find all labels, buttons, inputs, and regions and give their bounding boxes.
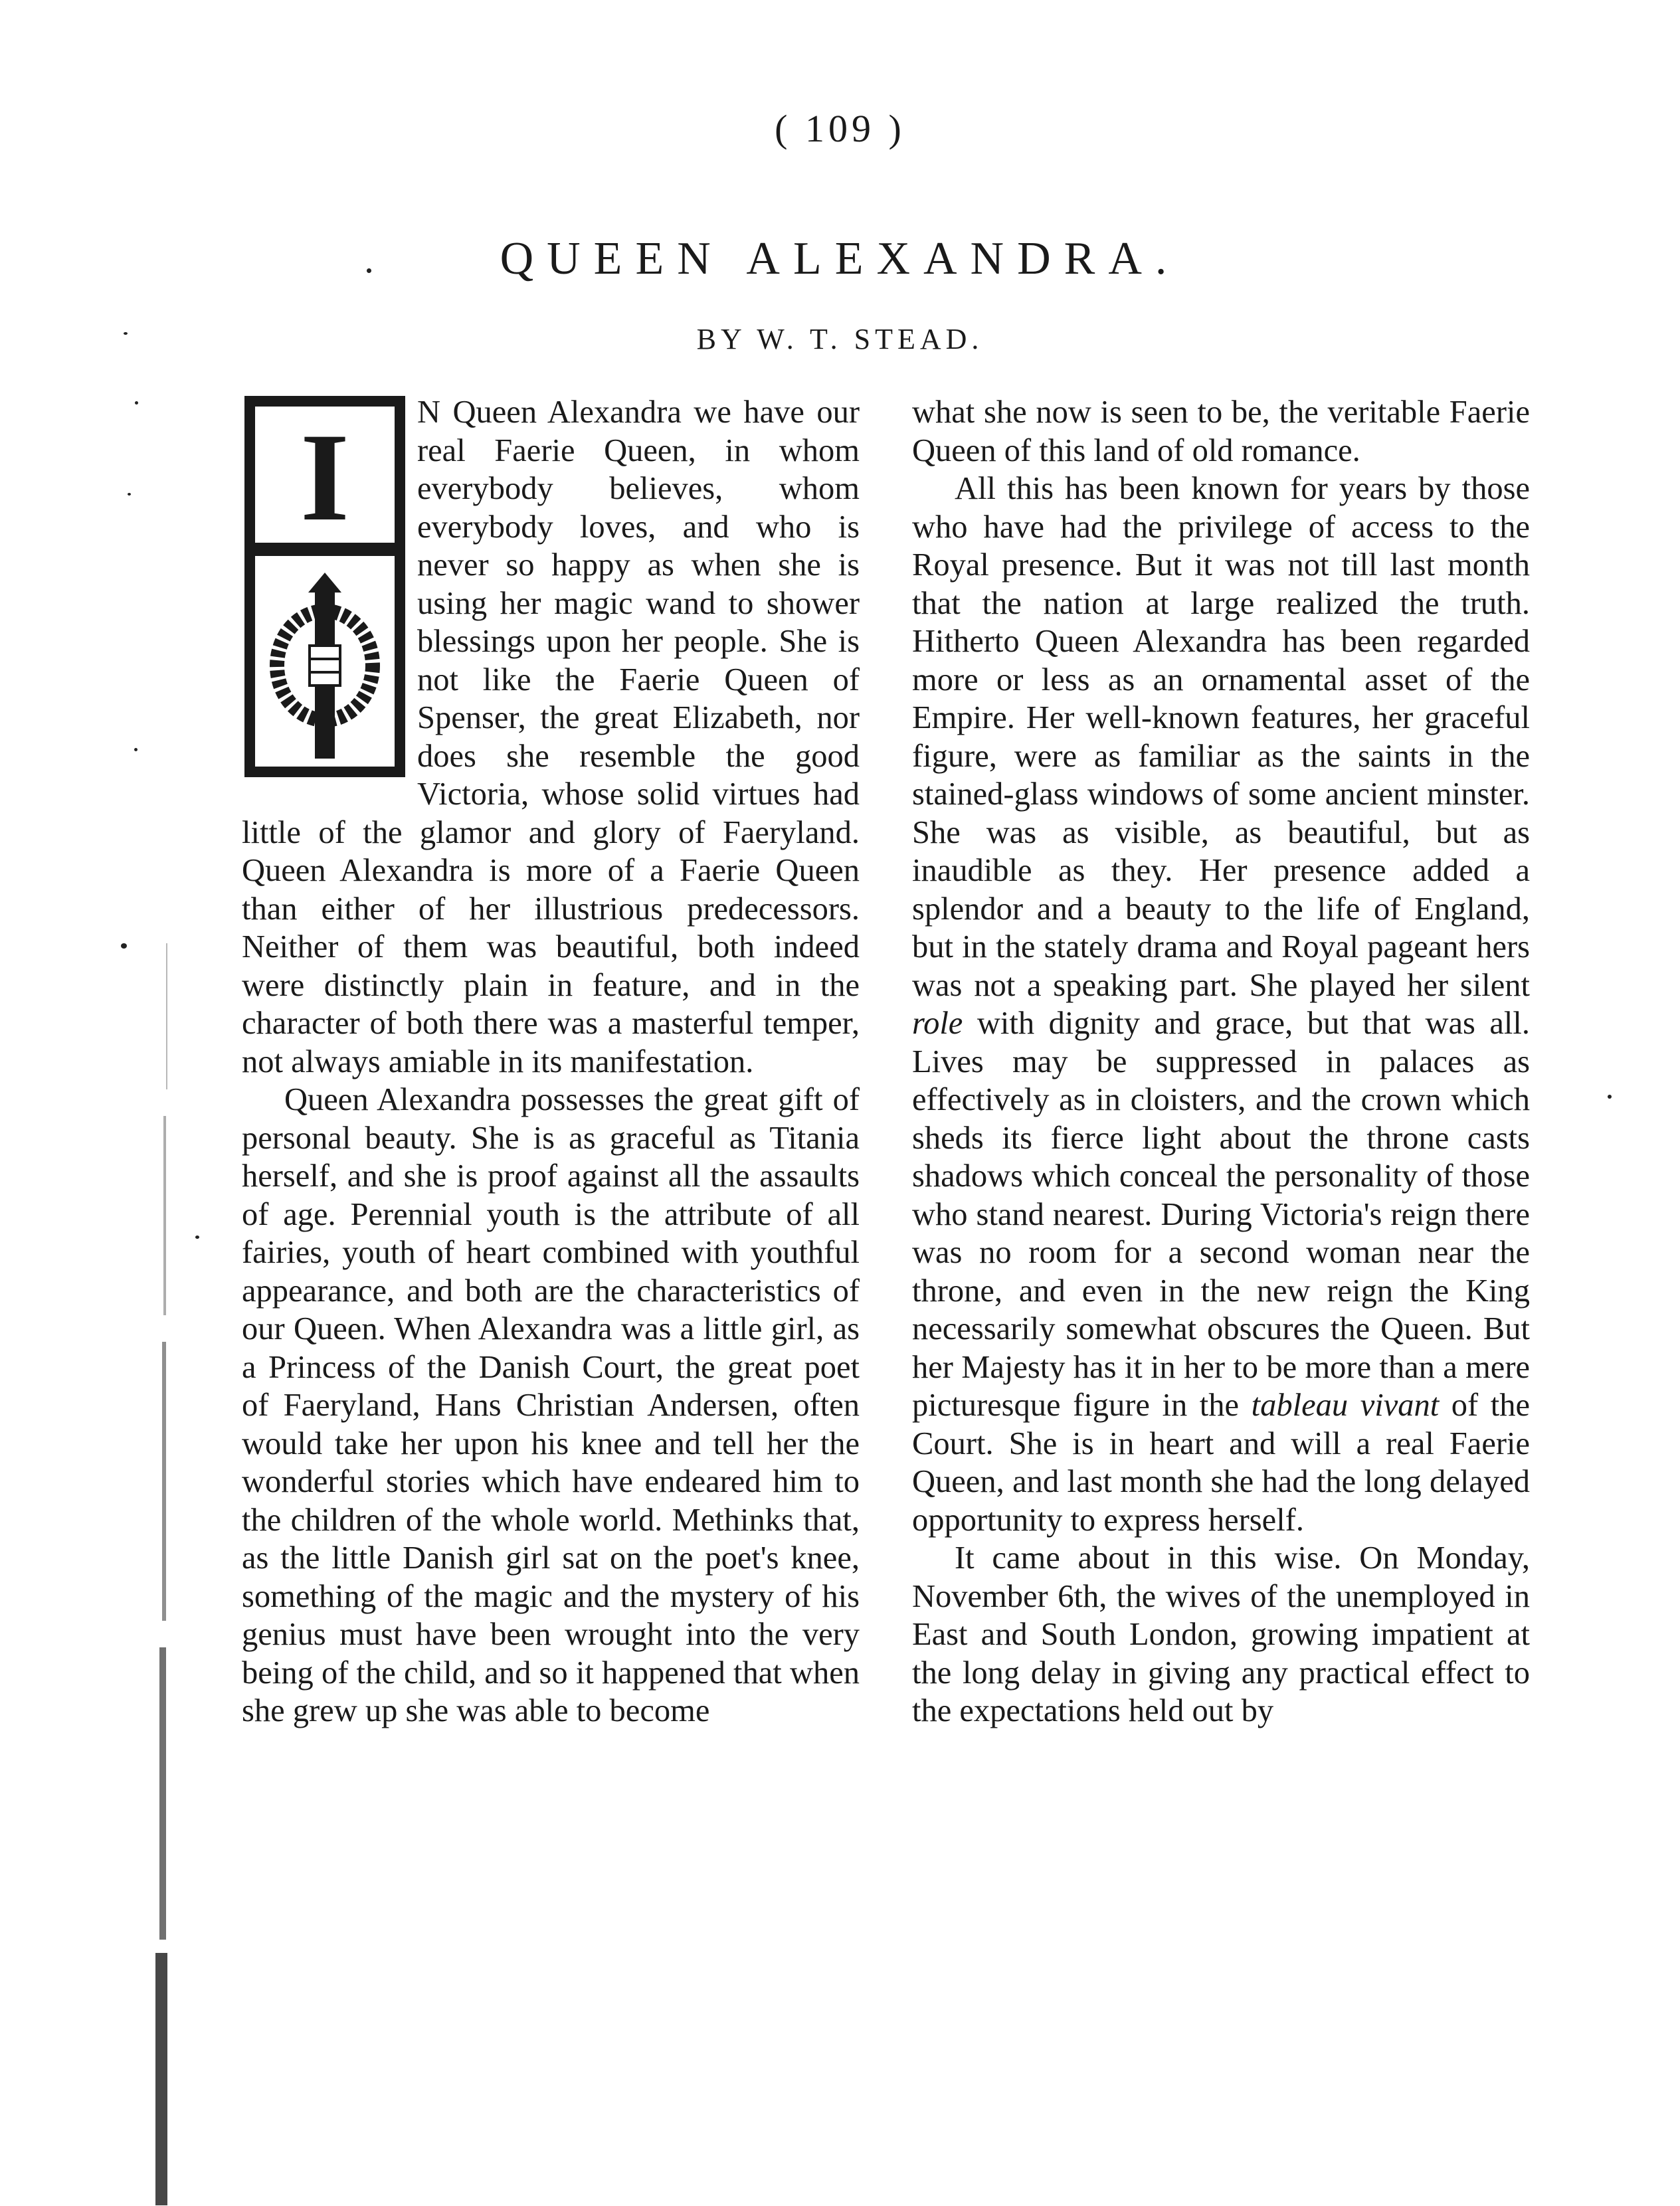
scan-speck bbox=[128, 493, 131, 496]
article-title: QUEEN ALEXANDRA. bbox=[500, 233, 1180, 284]
scan-speck bbox=[124, 332, 128, 335]
scan-speck bbox=[135, 401, 138, 405]
scan-speck bbox=[121, 943, 127, 949]
drop-cap-letter: I bbox=[300, 408, 349, 547]
scan-speck bbox=[367, 268, 371, 273]
scan-edge-artifact bbox=[133, 943, 199, 2205]
article-byline: BY W. T. STEAD. bbox=[696, 323, 984, 355]
italic-text: tableau vivant bbox=[1251, 1388, 1440, 1423]
scan-speck bbox=[134, 748, 138, 751]
text-run: of the Court. She is in heart and will a real Faerie Queen, and last month she had the long delayed opportunity to express herself. bbox=[912, 1388, 1531, 1538]
text-run: with dignity and grace, but that was all. Lives may be suppressed in palaces as effectively as in cloisters, and the crown which sheds its fierce light about the throne casts shadows which conceal the personality of those who stand nearest. During Victoria's reign there was no room for a second woman near the throne, and even in the new reign the King necessarily somewhat obscures the Queen. But her Majesty has it in her to be more than a mere picturesque figure in the bbox=[912, 1006, 1530, 1423]
text-run: All this has been known for years by those who have had the privilege of access to the Royal presence. But it was not till last month that the nation at large realized the truth. Hitherto Queen Alexandra has been regarded more or less as an ornamental asset of the Empire. Her well-known features, her graceful figure, were as familiar as the saints in the stained-glass windows of some ancient minster. She was as visible, as beautiful, but as inaudible as they. Her presence added a splendor and a beauty to the life of England, but in the stately drama and Royal pageant hers was not a speaking part. She played her silent bbox=[912, 471, 1530, 1003]
paragraph: N Queen Alexandra we have our real Faerie Queen, in whom everybody believes, whom everybody loves, and who is never so happy as when she is using her magic wand to shower blessings upon her people. She is not like the Faerie Queen of Spenser, the great Elizabeth, nor does she resemble the good Victoria, whose solid virtues had little of the glamor and glory of Faeryland. Queen Alexandra is more of a Faerie Queen than either of her illustrious predecessors. Neither of them was beautiful, both indeed were distinctly plain in feature, and in the character of both there was a masterful temper, not always amiable in its manifestation. bbox=[242, 395, 860, 1079]
scan-speck bbox=[1608, 1095, 1612, 1099]
drop-cap-ornament bbox=[242, 393, 408, 780]
paragraph: what she now is seen to be, the veritable Faerie Queen of this land of old romance. bbox=[912, 395, 1530, 468]
article-column-right bbox=[912, 393, 1530, 1730]
paragraph: Queen Alexandra possesses the great gift of personal beauty. She is as graceful as Titania herself, and she is proof against all the assaults of age. Perennial youth is the attribute of all fairies, youth of heart combined with youthful appearance, and both are the characteristics of our Queen. When Alexandra was a little girl, as a Princess of the Danish Court, the great poet of Faeryland, Hans Christian Andersen, often would take her upon his knee and tell her the wonderful stories which have endeared him to the children of the whole world. Methinks that, as the little Danish girl sat on the poet's knee, something of the magic and the mystery of his genius must have been wrought into the very being of the child, and so it happened that when she grew up she was able to become bbox=[242, 1082, 860, 1728]
italic-text: role bbox=[912, 1006, 963, 1041]
page-number: ( 109 ) bbox=[775, 107, 905, 150]
paragraph bbox=[912, 470, 1530, 1539]
paragraph: It came about in this wise. On Monday, November 6th, the wives of the unemployed in East and South London, growing impatient at the long delay in giving any practical effect to the expectations held out by bbox=[912, 1540, 1530, 1728]
article-column-left bbox=[242, 393, 860, 1730]
scan-speck bbox=[195, 1236, 199, 1239]
